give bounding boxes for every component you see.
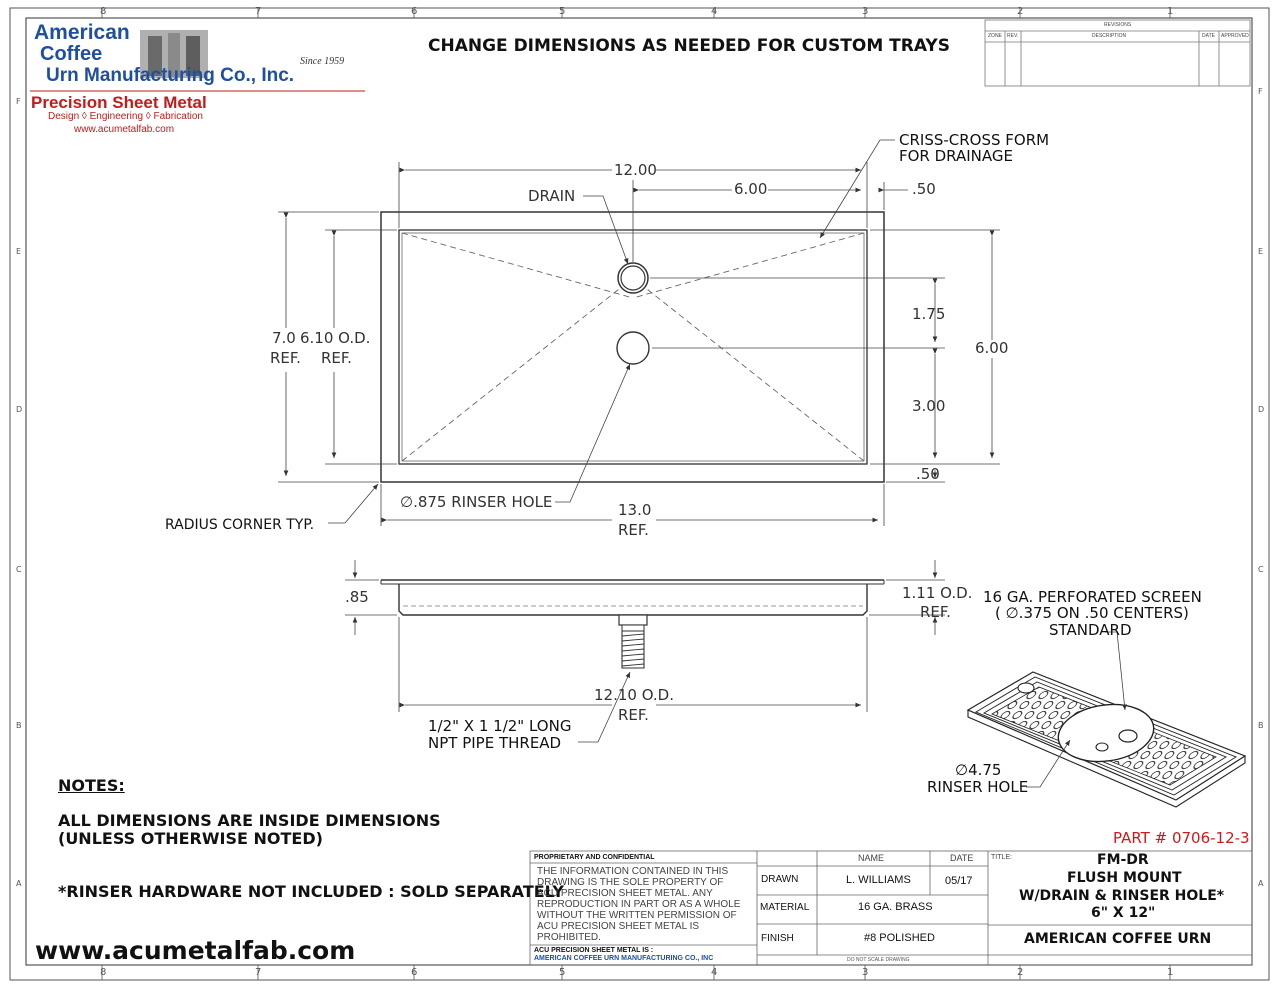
dim-overall-width-ref: REF.: [618, 521, 649, 539]
dim-outer-height-ref: REF.: [270, 349, 301, 367]
revisions-rev-header: REV.: [1007, 33, 1019, 39]
name-header: NAME: [858, 853, 885, 863]
zone-label-top: 2: [1017, 6, 1024, 17]
logo-line-3: Urn Manufacturing Co., Inc.: [46, 65, 295, 86]
dim-inner-height-ref: REF.: [321, 349, 352, 367]
revisions-zone-header: ZONE: [988, 33, 1002, 39]
material-label: MATERIAL: [760, 902, 810, 913]
zone-label-bottom: 3: [862, 967, 869, 978]
revisions-title: REVISIONS: [1104, 22, 1132, 28]
zone-label-side: B: [16, 721, 22, 730]
zone-label-side: C: [1258, 565, 1264, 574]
revisions-date-header: DATE: [1202, 33, 1215, 39]
logo-since: Since 1959: [300, 56, 345, 67]
screen-label: 16 GA. PERFORATED SCREEN: [983, 588, 1202, 606]
zone-label-top: 6: [411, 6, 418, 17]
note-line: ALL DIMENSIONS ARE INSIDE DIMENSIONS: [58, 811, 441, 830]
revisions-approved-header: APPROVED: [1221, 33, 1249, 39]
acu-company: AMERICAN COFFEE URN MANUFACTURING CO., INC: [534, 955, 714, 962]
proprietary-line: ACU PRECISION SHEET METAL. ANY: [537, 888, 713, 899]
zone-label-top: 4: [711, 6, 718, 17]
proprietary-line: ACU PRECISION SHEET METAL IS: [537, 921, 700, 932]
note-line: *RINSER HARDWARE NOT INCLUDED : SOLD SEPARATELY: [58, 882, 564, 901]
zone-label-top: 1: [1167, 6, 1174, 17]
proprietary-heading: PROPRIETARY AND CONFIDENTIAL: [534, 854, 655, 861]
proprietary-line: REPRODUCTION IN PART OR AS A WHOLE: [537, 899, 741, 910]
iso-rinser-dim: ∅4.75: [955, 761, 1002, 779]
date-header: DATE: [950, 853, 974, 863]
zone-label-bottom: 2: [1017, 967, 1024, 978]
zone-label-bottom: 6: [411, 967, 418, 978]
zone-label-side: F: [16, 97, 21, 106]
drawn-label: DRAWN: [761, 874, 799, 885]
zone-label-side: C: [16, 565, 22, 574]
finish-value: #8 POLISHED: [864, 932, 935, 944]
criss-cross-label: CRISS-CROSS FORM: [899, 131, 1050, 149]
proprietary-line: THE INFORMATION CONTAINED IN THIS: [537, 866, 729, 877]
zone-label-bottom: 5: [559, 967, 566, 978]
dim-center: 6.00: [734, 180, 768, 198]
website-link[interactable]: www.acumetalfab.com: [35, 936, 356, 965]
notes-heading: NOTES:: [58, 776, 125, 795]
note-line: (UNLESS OTHERWISE NOTED): [58, 829, 323, 848]
material-value: 16 GA. BRASS: [858, 901, 933, 913]
dim-rinser-offset: 3.00: [912, 397, 946, 415]
zone-label-side: D: [1258, 405, 1265, 414]
radius-corner-label: RADIUS CORNER TYP.: [165, 517, 315, 533]
proprietary-line: WITHOUT THE WRITTEN PERMISSION OF: [537, 910, 737, 921]
side-view-tray: [381, 580, 884, 668]
zone-label-side: A: [16, 879, 22, 888]
title-line: FLUSH MOUNT: [1067, 870, 1182, 886]
logo-line-1: American: [34, 21, 130, 44]
zone-label-bottom: 7: [255, 967, 262, 978]
dim-inner-height: 6.10 O.D.: [300, 329, 371, 347]
zone-label-top: 3: [862, 6, 869, 17]
zone-label-side: A: [1258, 879, 1264, 888]
zone-label-bottom: 1: [1167, 967, 1174, 978]
zone-label-side: E: [1258, 247, 1264, 256]
drawn-date: 05/17: [945, 875, 973, 887]
zone-label-bottom: 4: [711, 967, 718, 978]
finish-label: FINISH: [761, 933, 794, 944]
part-number: PART # 0706-12-3: [1113, 829, 1250, 847]
dim-edge-top: .50: [912, 180, 936, 198]
acu-line: ACU PRECISION SHEET METAL IS :: [534, 947, 654, 954]
dim-od-width-ref: REF.: [618, 706, 649, 724]
rinser-hole-label: ∅.875 RINSER HOLE: [400, 493, 553, 511]
title-line: FM-DR: [1097, 852, 1149, 868]
thread-label: 1/2" X 1 1/2" LONG: [428, 717, 572, 735]
zone-label-side: D: [16, 405, 23, 414]
dim-overall-width: 13.0: [618, 501, 652, 519]
dim-height: 6.00: [975, 339, 1009, 357]
company-name: AMERICAN COFFEE URN: [1024, 931, 1212, 947]
title-label: TITLE:: [991, 854, 1013, 861]
iso-rinser-label: RINSER HOLE: [927, 778, 1029, 796]
revisions-block: [985, 20, 1250, 86]
dim-od-height-ref: REF.: [920, 603, 951, 621]
proprietary-line: PROHIBITED.: [537, 932, 601, 943]
zone-label-top: 5: [559, 6, 566, 17]
revisions-description-header: DESCRIPTION: [1092, 33, 1127, 39]
logo-line-2: Coffee: [40, 43, 103, 65]
zone-label-side: F: [1258, 87, 1263, 96]
dim-edge-bottom: .50: [916, 465, 940, 483]
zone-label-side: E: [16, 247, 22, 256]
zone-label-top: 8: [100, 6, 107, 17]
dim-depth: .85: [345, 588, 369, 606]
drawn-name: L. WILLIAMS: [846, 874, 911, 886]
dim-drain-offset: 1.75: [912, 305, 946, 323]
drain-label: DRAIN: [528, 187, 576, 205]
zone-label-top: 7: [255, 6, 262, 17]
screen-spec: ( ∅.375 ON .50 CENTERS): [995, 604, 1189, 622]
screen-standard: STANDARD: [1049, 621, 1132, 639]
top-view-tray: [381, 212, 884, 482]
dim-od-height: 1.11 O.D.: [902, 584, 973, 602]
no-scale-note: DO NOT SCALE DRAWING: [847, 957, 910, 963]
dim-outer-height: 7.0: [272, 329, 296, 347]
logo-tagline: Precision Sheet Metal: [31, 93, 207, 112]
logo-services: Design ◊ Engineering ◊ Fabrication: [48, 111, 203, 122]
title-line: W/DRAIN & RINSER HOLE*: [1019, 888, 1225, 904]
dim-width: 12.00: [614, 161, 657, 179]
proprietary-line: DRAWING IS THE SOLE PROPERTY OF: [537, 877, 724, 888]
thread-label: NPT PIPE THREAD: [428, 734, 562, 752]
zone-label-bottom: 8: [100, 967, 107, 978]
title-line: 6" X 12": [1091, 905, 1156, 921]
drawing-heading: CHANGE DIMENSIONS AS NEEDED FOR CUSTOM TRAYS: [428, 36, 950, 56]
dim-od-width: 12.10 O.D.: [594, 686, 674, 704]
criss-cross-label: FOR DRAINAGE: [899, 147, 1013, 165]
logo-url[interactable]: www.acumetalfab.com: [74, 124, 175, 135]
zone-label-side: B: [1258, 721, 1264, 730]
